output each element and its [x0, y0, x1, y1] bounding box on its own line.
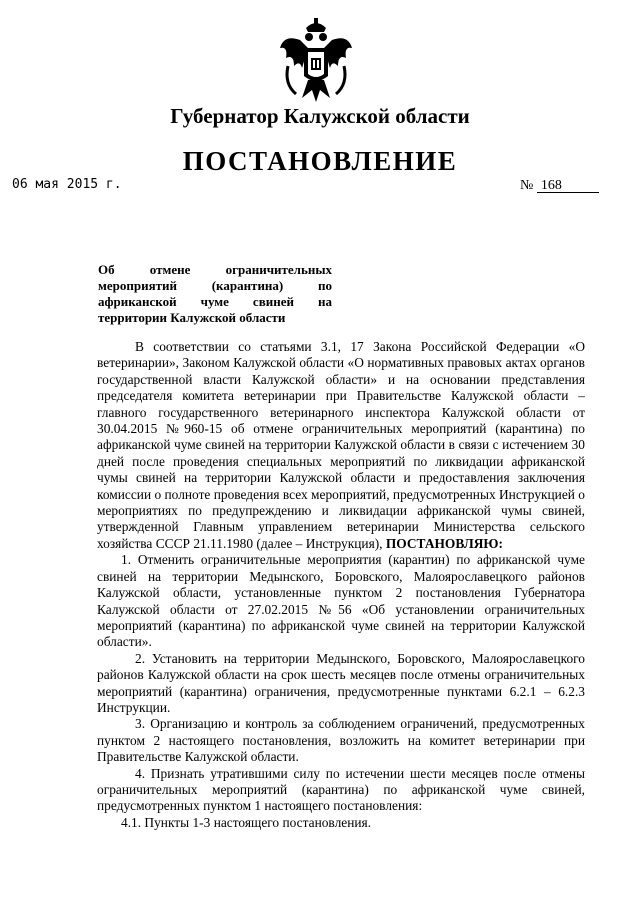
clause-3: 3. Организацию и контроль за соблюдением ограничений, предусмотренных пунктом 2 настоящего постановления, возложить на комитет ветеринарии при Правительстве Калужской области.	[97, 716, 585, 765]
clause-4: 4. Признать утратившими силу по истечении шести месяцев после отмены ограничительных мероприятий (карантина) по африканской чуме свиней, предусмотренных пунктом 1 настоящего постановления:	[97, 765, 585, 814]
clause-1: 1. Отменить ограничительные мероприятия (карантин) по африканской чуме свиней на территории Медынского, Боровского, Малоярославецкого районов Калужской области, установленные пунктом 2 постановления Губернатора Калужской области от 27.02.2015 №56 «Об установлении ограничительных мероприятий (карантина) по африканской чуме свиней на территории Калужской области».	[97, 552, 585, 650]
subject-line: мероприятий (карантина) по	[98, 278, 332, 293]
preamble-text: В соответствии со статьями 3.1, 17 Закона Российской Федерации «О ветеринарии», Законом Калужской области «О нормативных правовых актах органов государственной власти Калужской области» и на основании представления председателя комитета ветеринарии при Правительстве Калужской области – главного государственного ветеринарного инспектора Калужской области от 30.04.2015 №960-15 об отмене ограничительных мероприятий (карантина) по африканской чуме свиней на территории Калужской области в связи с истечением 30 дней после проведения специальных мероприятий по ликвидации африканской чумы свиней на территории Калужской области и предоставления заключения комиссии о полноте проведения всех мероприятий, предусмотренных Инструкцией о мероприятиях по предупреждению и ликвидации африканской чумы свиней, утвержденной Главным управлением ветеринарии Министерства сельского хозяйства СССР 21.11.1980 (далее – Инструкция),	[97, 339, 586, 551]
decree-keyword: ПОСТАНОВЛЯЮ:	[385, 535, 503, 551]
subject-line: африканской чуме свиней на	[98, 294, 332, 309]
subject-line: Об отмене ограничительных	[98, 262, 332, 277]
document-subject	[98, 262, 332, 326]
clause-2: 2. Установить на территории Медынского, Боровского, Малоярославецкого районов Калужской области на срок шесть месяцев после отмены ограничительных мероприятий (карантина) ограничения, предусмотренные пунктами 6.2.1 – 6.2.3 Инструкции.	[97, 650, 585, 715]
document-number	[520, 178, 599, 194]
issuing-authority: Губернатор Калужской области	[170, 104, 470, 128]
clause-4-1: 4.1. Пункты 1-3 настоящего постановления.	[121, 814, 372, 830]
coat-of-arms-icon	[278, 18, 354, 104]
document-type-title: ПОСТАНОВЛЕНИЕ	[182, 146, 458, 176]
document-date: 06 мая 2015 г.	[12, 177, 122, 192]
subject-line: территории Калужской области	[98, 310, 286, 325]
number-label: №	[520, 178, 534, 193]
preamble-paragraph	[97, 339, 585, 552]
document-body	[97, 339, 585, 831]
number-value: 168	[537, 179, 599, 193]
